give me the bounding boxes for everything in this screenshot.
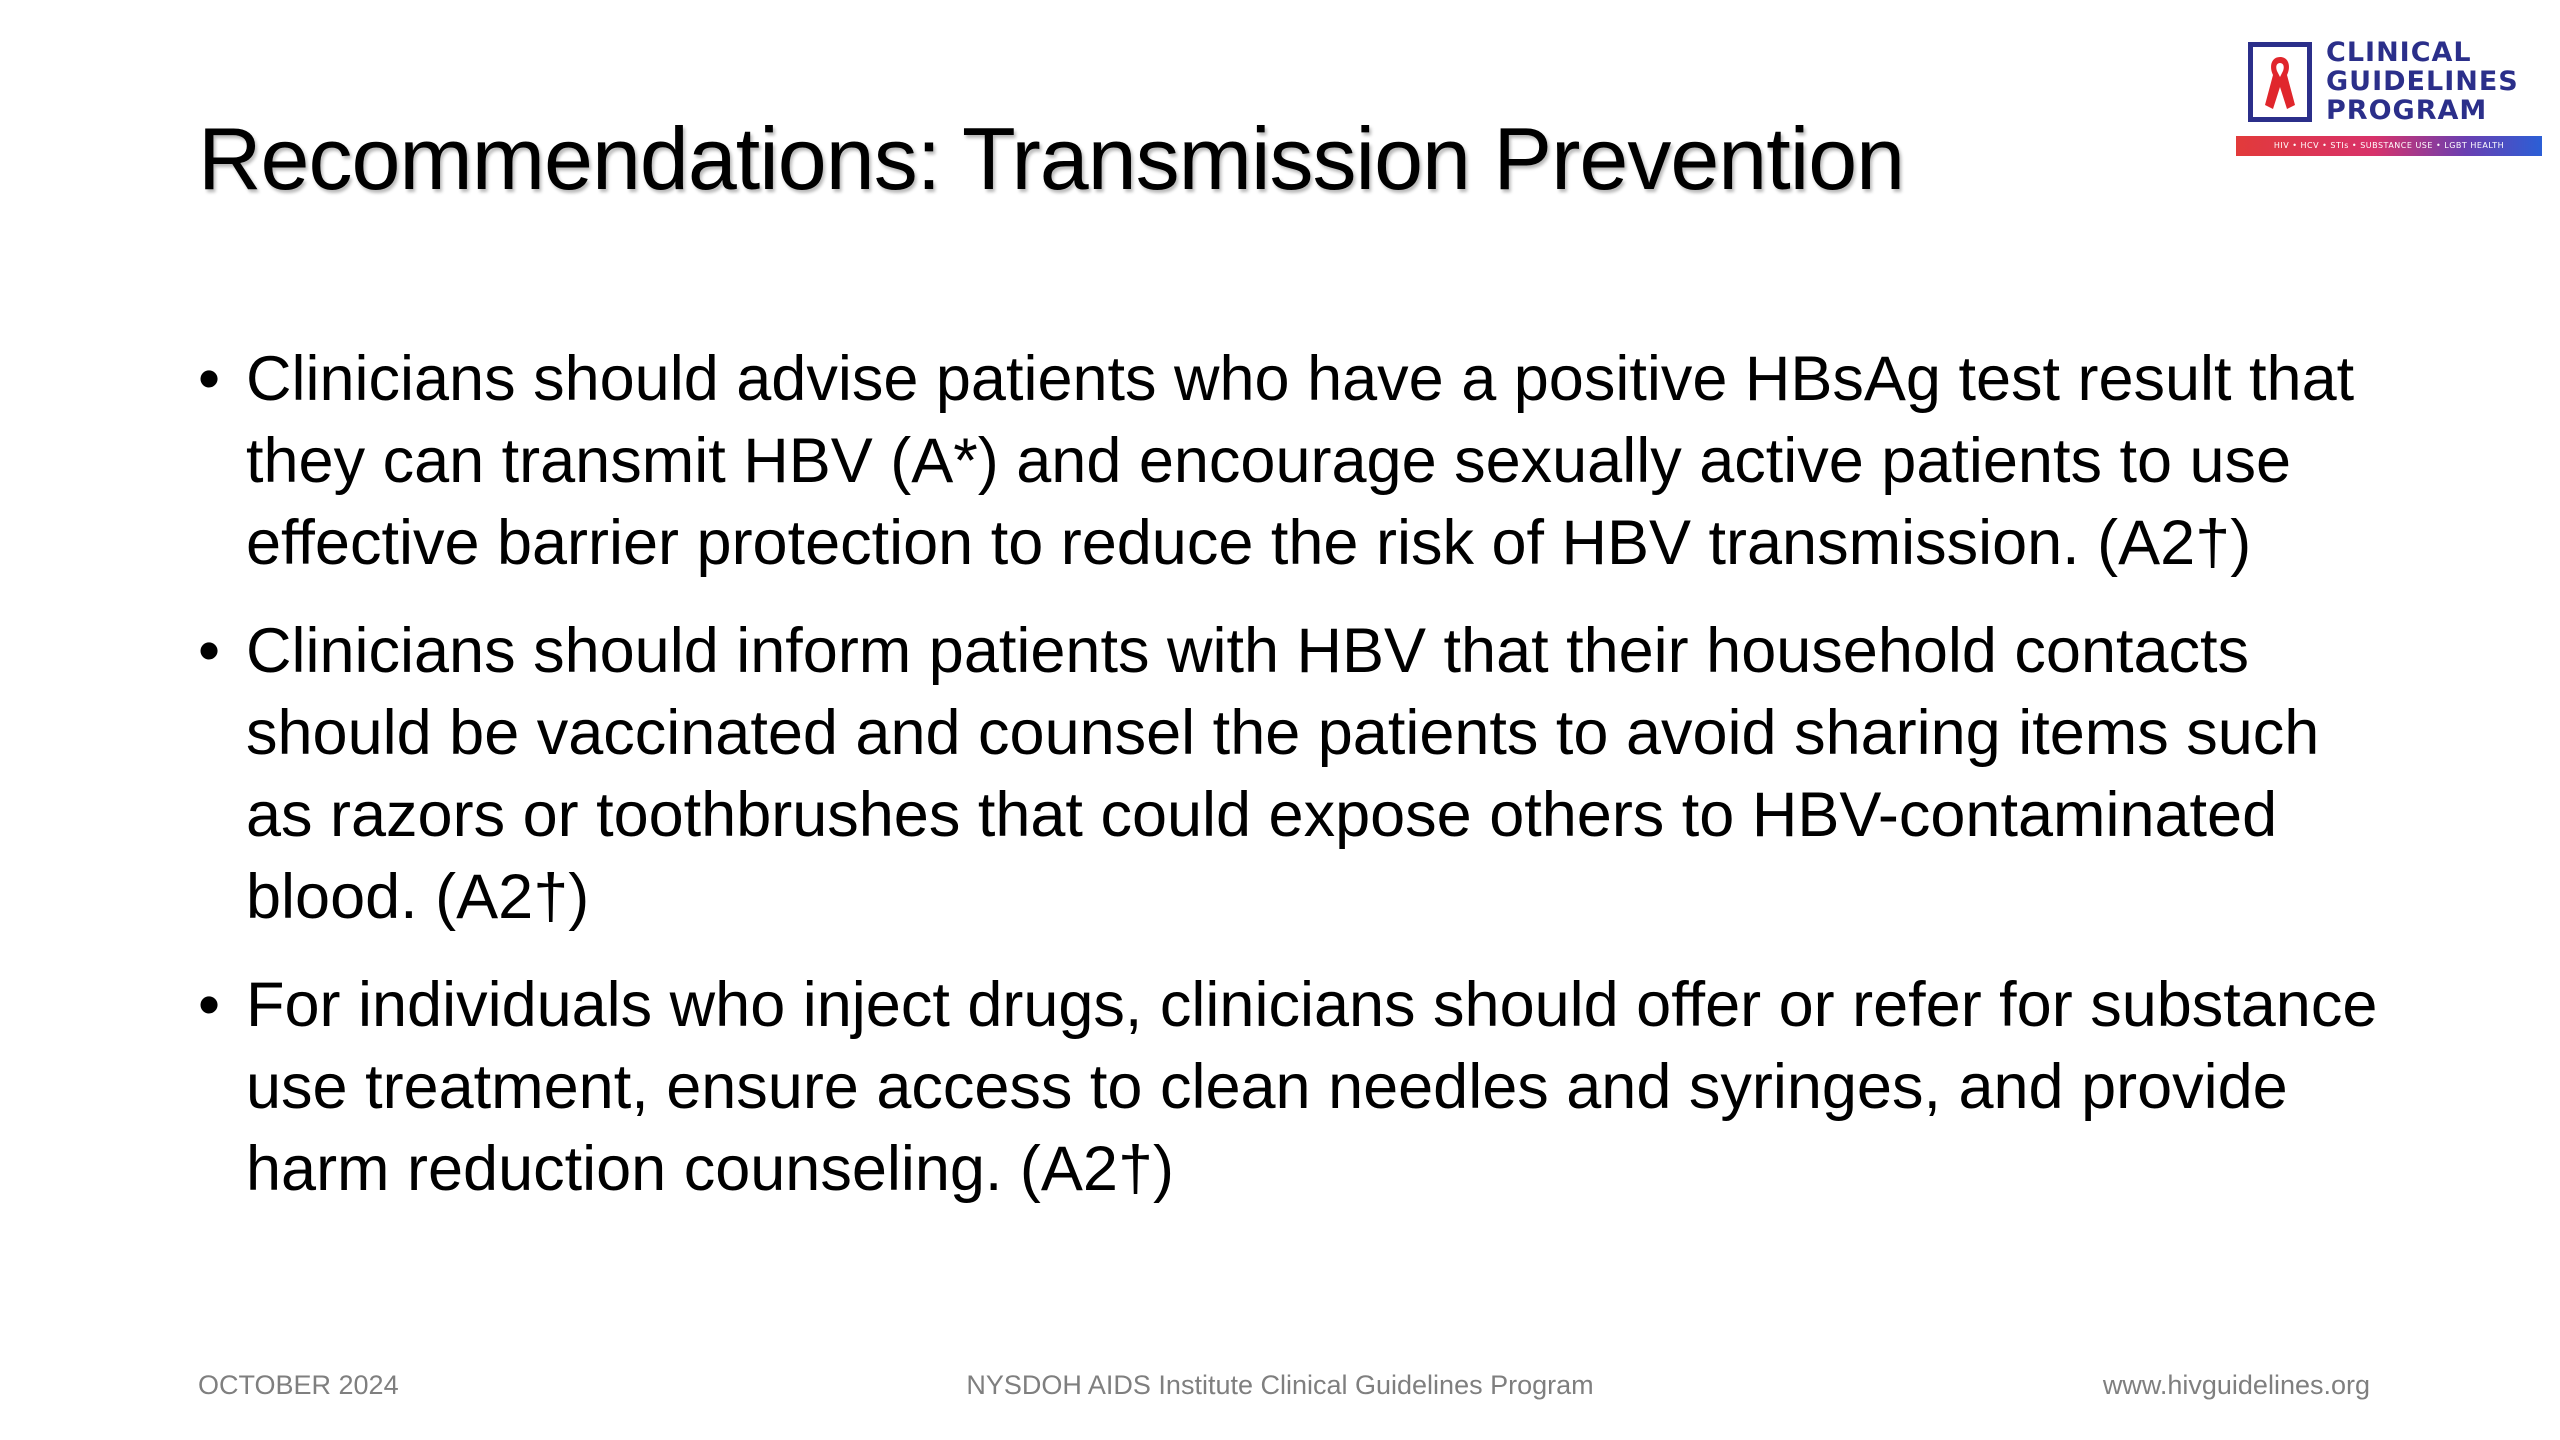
recommendation-item bbox=[198, 610, 2398, 938]
logo-line-program: PROGRAM bbox=[2326, 95, 2488, 126]
logo-line-guidelines: GUIDELINES bbox=[2326, 66, 2519, 97]
recommendation-text: For individuals who inject drugs, clinicians should offer or refer for substance use treatment, ensure access to clean needles and syringes, and provide harm reduction counseling. (A2†) bbox=[246, 970, 2378, 1204]
recommendation-item bbox=[198, 338, 2398, 584]
bullet-marker: • bbox=[198, 616, 221, 686]
recommendation-list bbox=[198, 338, 2398, 1236]
red-ribbon-icon bbox=[2261, 53, 2299, 113]
recommendation-text: Clinicians should inform patients with HBV that their household contacts should be vaccinated and counsel the patients to avoid sharing items such as razors or toothbrushes that could expose others to HBV-contaminated blood. (A2†) bbox=[246, 616, 2320, 932]
slide-title: Recommendations: Transmission Prevention bbox=[198, 109, 1905, 208]
footer-website: www.hivguidelines.org bbox=[2102, 1370, 2370, 1400]
logo-wordmark bbox=[2326, 38, 2519, 125]
logo-tagline: HIV • HCV • STIs • SUBSTANCE USE • LGBT HEALTH bbox=[2273, 141, 2505, 150]
logo-tagline-bar bbox=[2236, 136, 2542, 156]
logo-line-clinical: CLINICAL bbox=[2326, 37, 2472, 68]
bullet-marker: • bbox=[198, 344, 221, 414]
clinical-guidelines-program-logo bbox=[2236, 38, 2542, 158]
bullet-marker: • bbox=[198, 970, 221, 1040]
footer-date: OCTOBER 2024 bbox=[198, 1370, 399, 1400]
recommendation-item bbox=[198, 964, 2398, 1210]
logo-ribbon-frame bbox=[2248, 42, 2312, 122]
recommendation-text: Clinicians should advise patients who have a positive HBsAg test result that they can transmit HBV (A*) and encourage sexually active patients to use effective barrier protection to reduce the risk of HBV transmission. (A2†) bbox=[246, 344, 2355, 578]
footer-program-name: NYSDOH AIDS Institute Clinical Guidelines Program bbox=[966, 1370, 1594, 1400]
